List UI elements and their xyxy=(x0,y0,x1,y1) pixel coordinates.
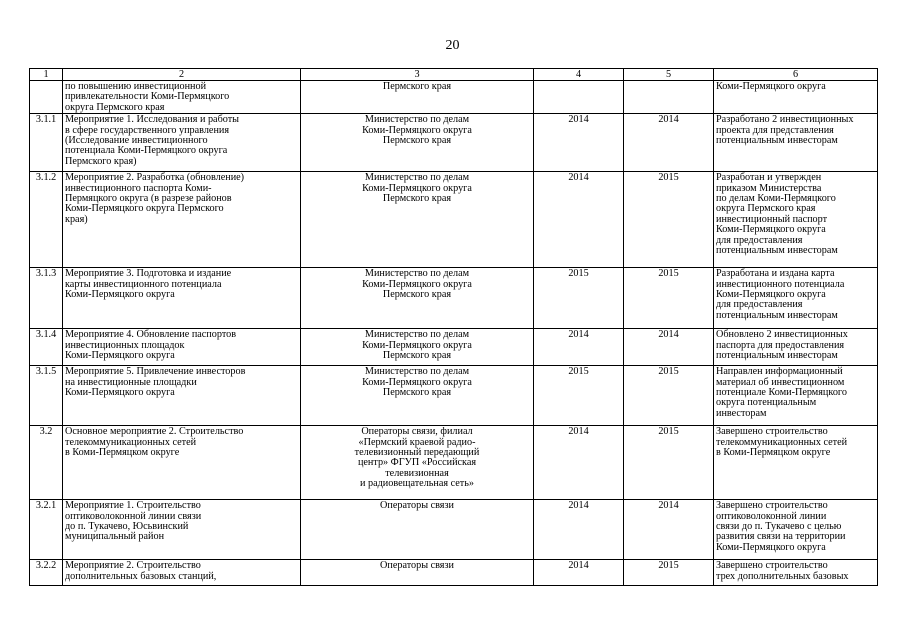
start-year: 2015 xyxy=(534,268,624,329)
end-year: 2014 xyxy=(624,500,714,560)
expected-result: Направлен информационный материал об инвестиционном потенциале Коми-Пермяцкого округа потенциальным инвесторам xyxy=(714,366,878,426)
table-row xyxy=(30,268,878,329)
executor: Министерство по делам Коми-Пермяцкого округа Пермского края xyxy=(301,114,534,172)
activity-name: Мероприятие 5. Привлечение инвесторов на инвестиционные площадки Коми-Пермяцкого округа xyxy=(63,366,301,426)
row-number: 3.1.5 xyxy=(30,366,63,426)
expected-result: Обновлено 2 инвестиционных паспорта для предоставления потенциальным инвесторам xyxy=(714,329,878,366)
column-header-5: 5 xyxy=(624,69,714,81)
executor: Операторы связи, филиал «Пермский краевой радио- телевизионный передающий центр» ФГУП «Российская телевизионная и радиовещательная сеть» xyxy=(301,426,534,500)
page-number: 20 xyxy=(445,38,460,53)
table-row xyxy=(30,81,878,114)
table-row xyxy=(30,366,878,426)
column-header-3: 3 xyxy=(301,69,534,81)
end-year: 2015 xyxy=(624,366,714,426)
end-year: 2015 xyxy=(624,560,714,586)
column-header-4: 4 xyxy=(534,69,624,81)
column-header-1: 1 xyxy=(30,69,63,81)
row-number xyxy=(30,81,63,114)
activity-name: Мероприятие 1. Исследования и работы в сфере государственного управления (Исследование инвестиционного потенциала Коми-Пермяцкого округа Пермского края) xyxy=(63,114,301,172)
executor: Операторы связи xyxy=(301,560,534,586)
row-number: 3.1.4 xyxy=(30,329,63,366)
start-year: 2014 xyxy=(534,329,624,366)
header-row xyxy=(30,69,878,81)
start-year: 2014 xyxy=(534,500,624,560)
row-number: 3.2.1 xyxy=(30,500,63,560)
column-header-2: 2 xyxy=(63,69,301,81)
activity-name: Мероприятие 1. Строительство оптиковолоконной линии связи до п. Тукачево, Юсьвинский муниципальный район xyxy=(63,500,301,560)
expected-result: Коми-Пермяцкого округа xyxy=(714,81,878,114)
activity-name: Мероприятие 2. Строительство дополнительных базовых станций, xyxy=(63,560,301,586)
table-row xyxy=(30,172,878,268)
activity-name: по повышению инвестиционной привлекательности Коми-Пермяцкого округа Пермского края xyxy=(63,81,301,114)
table-row xyxy=(30,560,878,586)
expected-result: Разработано 2 инвестиционных проекта для представления потенциальным инвесторам xyxy=(714,114,878,172)
executor: Министерство по делам Коми-Пермяцкого округа Пермского края xyxy=(301,329,534,366)
activity-name: Основное мероприятие 2. Строительство телекоммуникационных сетей в Коми-Пермяцком округе xyxy=(63,426,301,500)
end-year: 2015 xyxy=(624,172,714,268)
table-row xyxy=(30,426,878,500)
executor: Операторы связи xyxy=(301,500,534,560)
expected-result: Завершено строительство трех дополнительных базовых xyxy=(714,560,878,586)
table-row xyxy=(30,329,878,366)
start-year: 2015 xyxy=(534,366,624,426)
expected-result: Завершено строительство оптиковолоконной линии связи до п. Тукачево с целью развития связи на территории Коми-Пермяцкого округа xyxy=(714,500,878,560)
executor: Министерство по делам Коми-Пермяцкого округа Пермского края xyxy=(301,172,534,268)
executor: Министерство по делам Коми-Пермяцкого округа Пермского края xyxy=(301,268,534,329)
table-row xyxy=(30,500,878,560)
end-year: 2015 xyxy=(624,426,714,500)
row-number: 3.1.1 xyxy=(30,114,63,172)
activity-name: Мероприятие 2. Разработка (обновление) инвестиционного паспорта Коми- Пермяцкого округа (в разрезе районов Коми-Пермяцкого округа Пермского края) xyxy=(63,172,301,268)
row-number: 3.1.3 xyxy=(30,268,63,329)
start-year: 2014 xyxy=(534,172,624,268)
row-number: 3.2 xyxy=(30,426,63,500)
row-number: 3.1.2 xyxy=(30,172,63,268)
executor: Министерство по делам Коми-Пермяцкого округа Пермского края xyxy=(301,366,534,426)
start-year: 2014 xyxy=(534,426,624,500)
expected-result: Разработана и издана карта инвестиционного потенциала Коми-Пермяцкого округа для предоставления потенциальным инвесторам xyxy=(714,268,878,329)
table-row xyxy=(30,114,878,172)
row-number: 3.2.2 xyxy=(30,560,63,586)
expected-result: Разработан и утвержден приказом Министерства по делам Коми-Пермяцкого округа Пермского края инвестиционный паспорт Коми-Пермяцкого округа для предоставления потенциальным инвесторам xyxy=(714,172,878,268)
start-year xyxy=(534,81,624,114)
end-year: 2014 xyxy=(624,114,714,172)
end-year: 2014 xyxy=(624,329,714,366)
activity-name: Мероприятие 4. Обновление паспортов инвестиционных площадок Коми-Пермяцкого округа xyxy=(63,329,301,366)
end-year: 2015 xyxy=(624,268,714,329)
activity-name: Мероприятие 3. Подготовка и издание карты инвестиционного потенциала Коми-Пермяцкого округа xyxy=(63,268,301,329)
end-year xyxy=(624,81,714,114)
start-year: 2014 xyxy=(534,560,624,586)
activities-table xyxy=(29,68,878,586)
column-header-6: 6 xyxy=(714,69,878,81)
expected-result: Завершено строительство телекоммуникационных сетей в Коми-Пермяцком округе xyxy=(714,426,878,500)
executor: Пермского края xyxy=(301,81,534,114)
start-year: 2014 xyxy=(534,114,624,172)
